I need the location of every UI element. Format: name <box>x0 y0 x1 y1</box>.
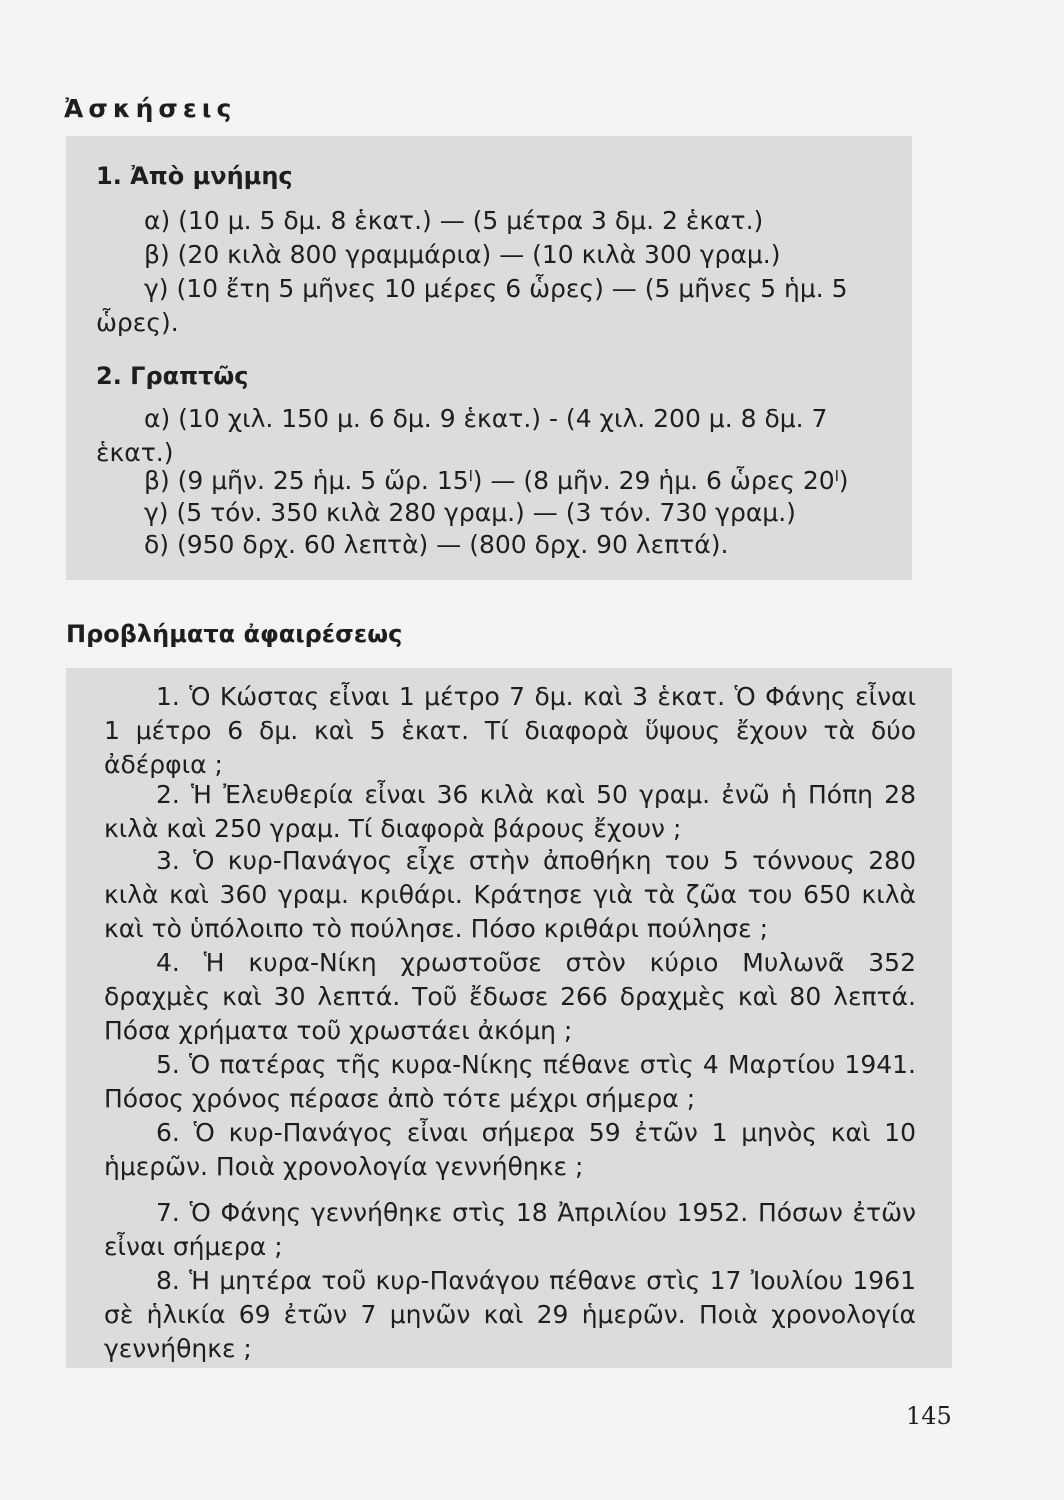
problem-2: 2. Ἡ Ἐλευθερία εἶναι 36 κιλὰ καὶ 50 γραμ. ἐνῶ ἡ Πόπη 28 κιλὰ καὶ 250 γραμ. Τί διαφορὰ βάρους ἔχουν ; <box>104 780 916 843</box>
memory-line-c: γ) (10 ἔτη 5 μῆνες 10 μέρες 6 ὧρες) — (5 μῆνες 5 ἡμ. 5 <box>144 274 848 303</box>
problem-3: 3. Ὁ κυρ-Πανάγος εἶχε στὴν ἀποθήκη του 5 τόννους 280 κιλὰ καὶ 360 γραμ. κριθάρι. Κράτησε γιὰ τὰ ζῶα του 650 κιλὰ καὶ τὸ ὑπόλοιπο τὸ πούλησε. Πόσο κριθάρι πούλησε ; <box>104 846 916 943</box>
problem-4: 4. Ἡ κυρα-Νίκη χρωστοῦσε στὸν κύριο Μυλωνᾶ 352 δραχμὲς καὶ 30 λεπτά. Τοῦ ἔδωσε 266 δραχμὲς καὶ 80 λεπτά. Πόσα χρήματα τοῦ χρωστάει ἀκόμη ; <box>104 948 916 1045</box>
written-line-d: δ) (950 δρχ. 60 λεπτὰ) — (800 δρχ. 90 λεπτά). <box>144 530 729 559</box>
problem-6: 6. Ὁ κυρ-Πανάγος εἶναι σήμερα 59 ἐτῶν 1 μηνὸς καὶ 10 ἡμερῶν. Ποιὰ χρονολογία γεννήθηκε ; <box>104 1118 916 1181</box>
problem-7: 7. Ὁ Φάνης γεννήθηκε στὶς 18 Ἀπριλίου 1952. Πόσων ἐτῶν εἶναι σήμερα ; <box>104 1198 916 1261</box>
page-heading: Ἀσκήσεις <box>64 94 237 123</box>
written-line-a-cont: ἑκατ.) <box>96 438 174 467</box>
problem-5: 5. Ὁ πατέρας τῆς κυρα-Νίκης πέθανε στὶς 4 Μαρτίου 1941. Πόσος χρόνος πέρασε ἀπὸ τότε μέχρι σήμερα ; <box>104 1050 916 1113</box>
page-number: 145 <box>906 1402 952 1430</box>
memory-line-c-cont: ὧρες). <box>96 308 179 337</box>
problem-1: 1. Ὁ Κώστας εἶναι 1 μέτρο 7 δμ. καὶ 3 ἑκατ. Ὁ Φάνης εἶναι 1 μέτρο 6 δμ. καὶ 5 ἑκατ. Τί διαφορὰ ὕψους ἔχουν τὰ δύο ἀδέρφια ; <box>104 682 916 779</box>
problems-title: Προβλήματα ἀφαιρέσεως <box>66 620 403 648</box>
problem-8: 8. Ἡ μητέρα τοῦ κυρ-Πανάγου πέθανε στὶς 17 Ἰουλίου 1961 σὲ ἡλικία 69 ἐτῶν 7 μηνῶν καὶ 29 ἡμερῶν. Ποιὰ χρονολογία γεννήθηκε ; <box>104 1266 916 1363</box>
memory-line-a: α) (10 μ. 5 δμ. 8 ἑκατ.) — (5 μέτρα 3 δμ. 2 ἑκατ.) <box>144 206 764 235</box>
memory-section-title: 1. Ἀπὸ μνήμης <box>96 162 293 190</box>
written-line-c: γ) (5 τόν. 350 κιλὰ 280 γραμ.) — (3 τόν. 730 γραμ.) <box>144 498 796 527</box>
written-line-a: α) (10 χιλ. 150 μ. 6 δμ. 9 ἑκατ.) - (4 χιλ. 200 μ. 8 δμ. 7 <box>144 404 828 433</box>
written-section-title: 2. Γραπτῶς <box>96 362 249 390</box>
memory-line-b: β) (20 κιλὰ 800 γραμμάρια) — (10 κιλὰ 300 γραμ.) <box>144 240 781 269</box>
written-line-b: β) (9 μῆν. 25 ἡμ. 5 ὥρ. 15ˡ) — (8 μῆν. 29 ἡμ. 6 ὧρες 20ˡ) <box>144 466 849 495</box>
